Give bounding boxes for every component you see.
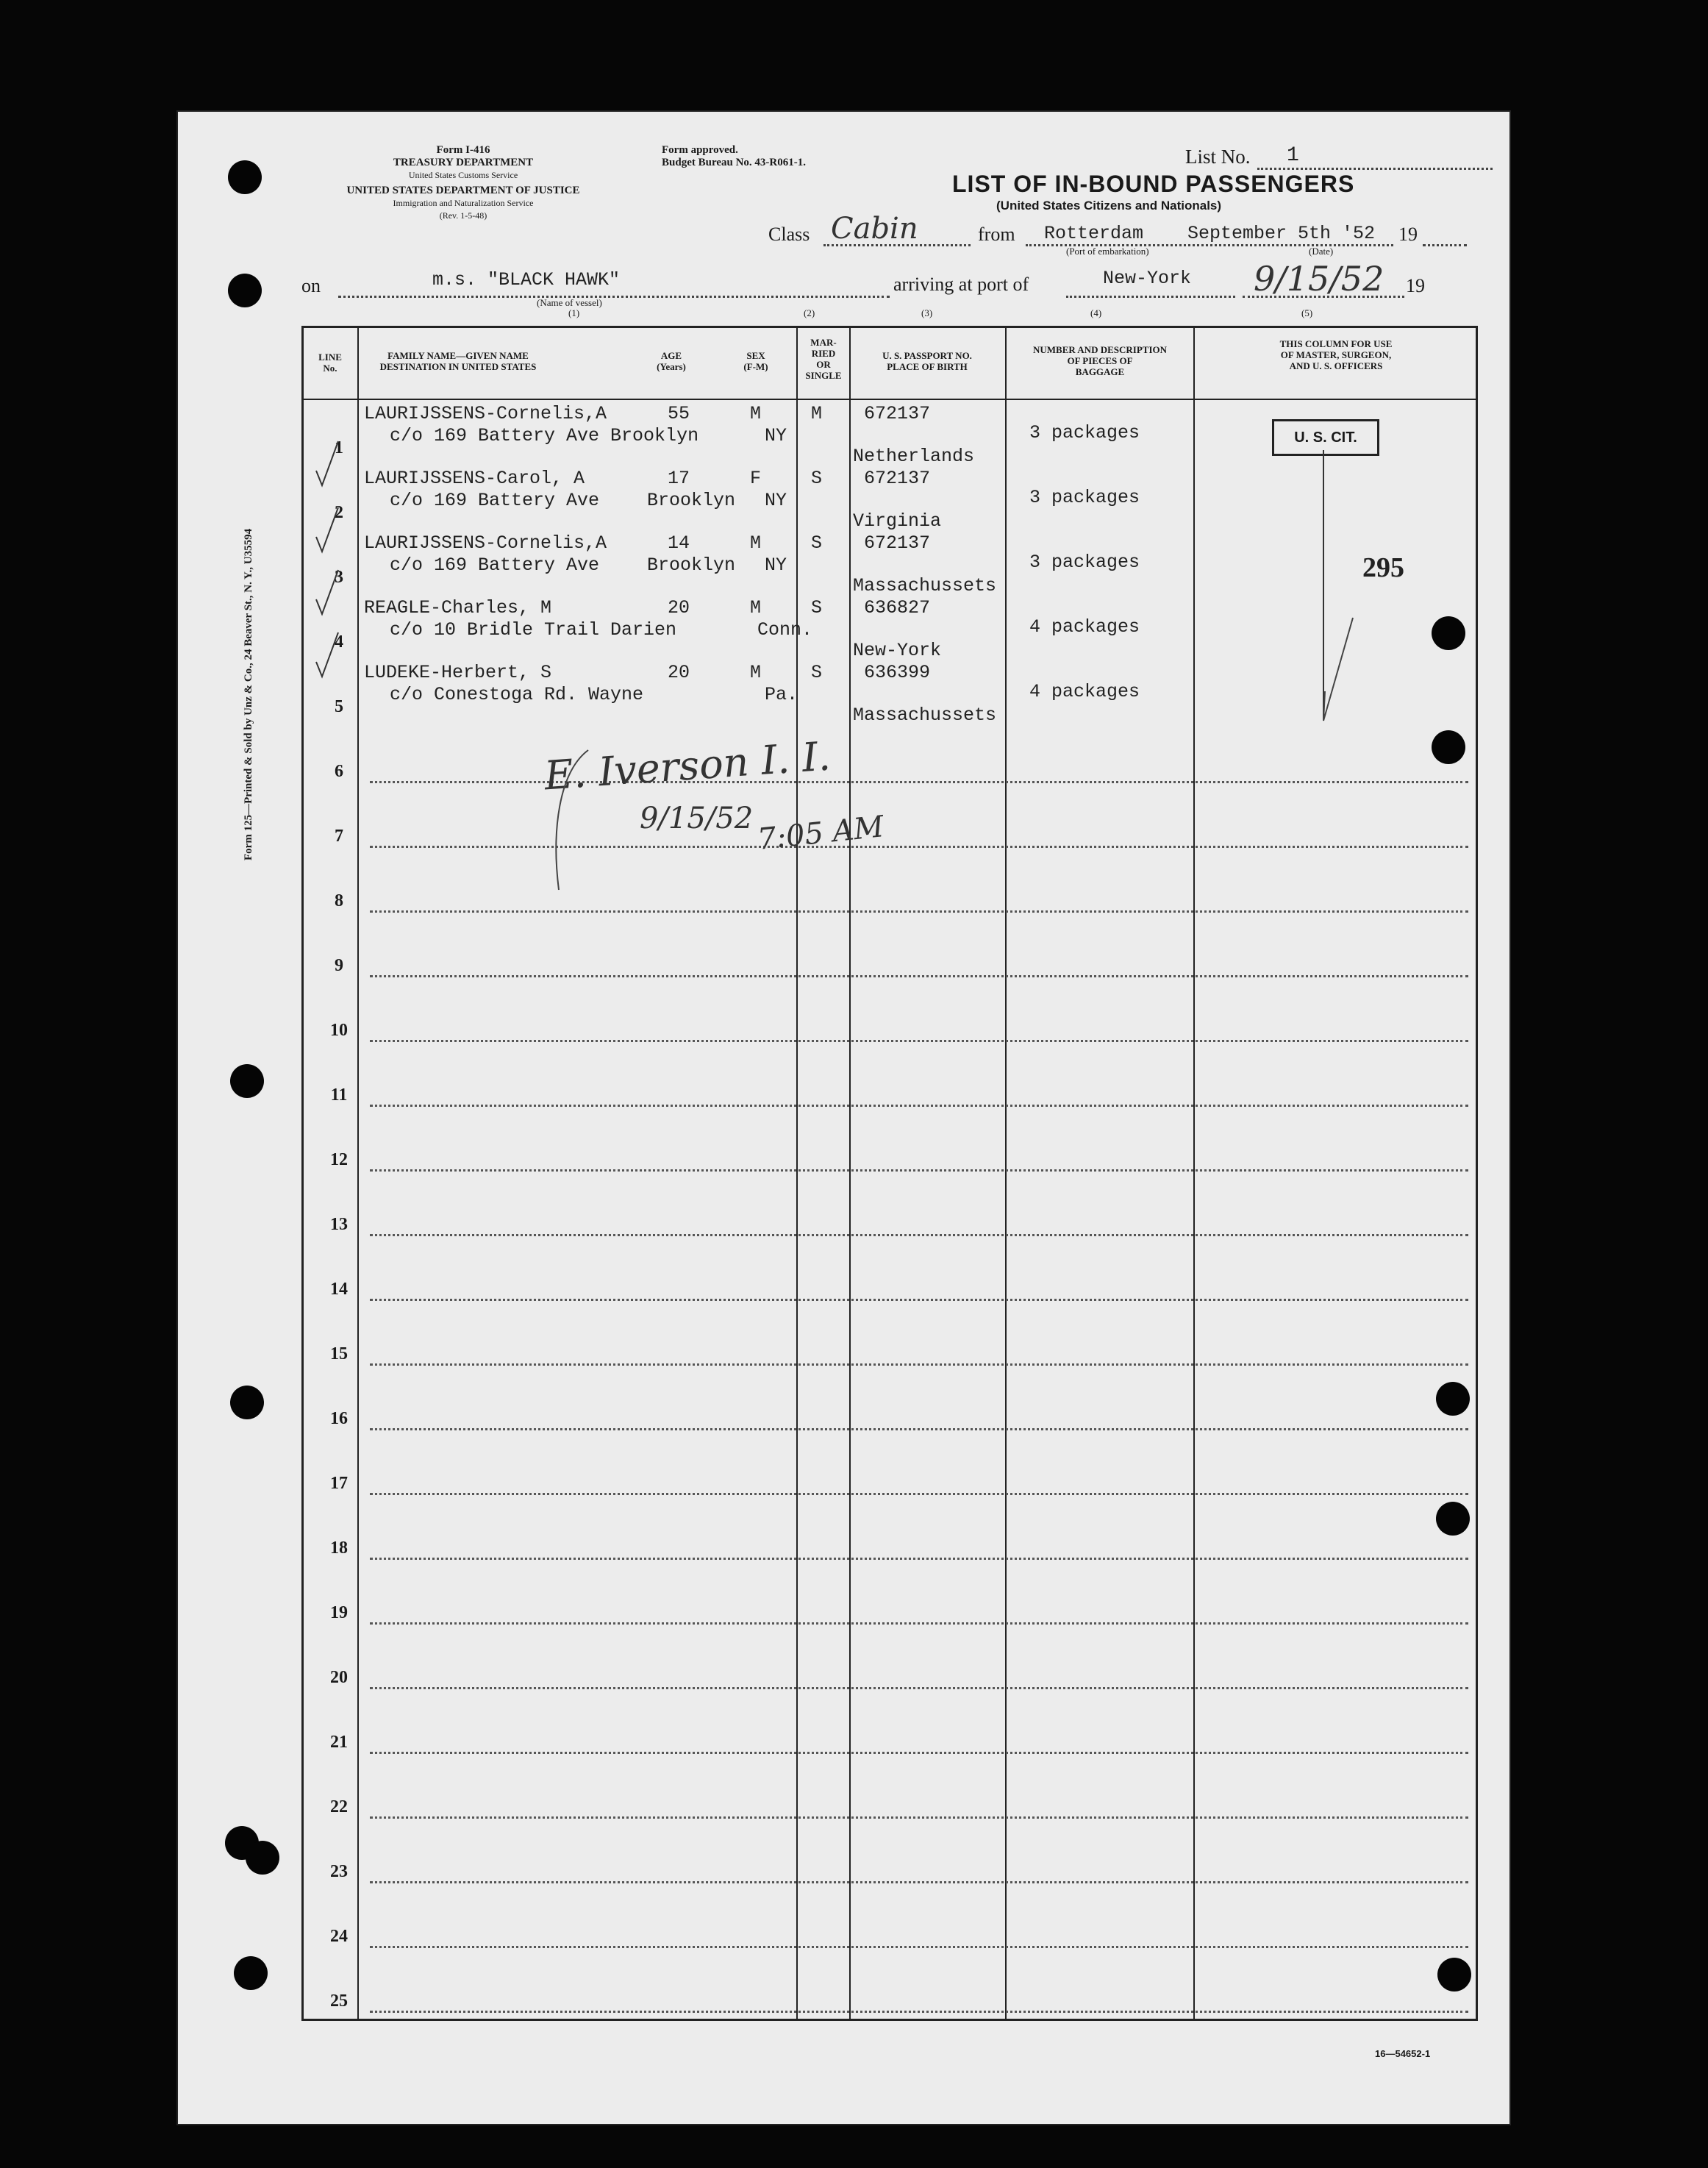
passenger-name: REAGLE-Charles, M bbox=[364, 597, 552, 618]
row-dotted-line bbox=[370, 1687, 1468, 1689]
punch-hole bbox=[230, 1386, 264, 1419]
passenger-baggage: 3 packages bbox=[1029, 487, 1140, 508]
line-number: 9 bbox=[335, 956, 343, 975]
line-number: 12 bbox=[330, 1150, 348, 1169]
punch-hole bbox=[230, 1064, 264, 1098]
caption-4: (4) bbox=[1090, 307, 1102, 318]
passenger-passport: 636399 bbox=[864, 662, 931, 683]
budget-bureau: Budget Bureau No. 43-R061-1. bbox=[662, 157, 806, 168]
approval bbox=[662, 144, 806, 169]
line-number: 15 bbox=[330, 1344, 348, 1363]
passenger-destination: c/o 169 Battery Ave bbox=[390, 555, 600, 576]
passenger-age: 55 bbox=[668, 403, 690, 424]
printer-side-text: Form 125—Printed & Sold by Unz & Co., 24 Beaver St., N. Y., U35594 bbox=[243, 528, 254, 860]
arrival-date: 9/15/52 bbox=[1254, 259, 1384, 299]
passenger-baggage: 3 packages bbox=[1029, 422, 1140, 443]
line-number: 25 bbox=[330, 1992, 348, 2011]
page-subtitle: (United States Citizens and Nationals) bbox=[996, 199, 1222, 213]
punch-hole bbox=[234, 1956, 268, 1990]
line-number: 7 bbox=[335, 827, 343, 846]
year-line bbox=[1423, 244, 1467, 246]
passenger-marital: M bbox=[811, 403, 823, 424]
row-dotted-line bbox=[370, 1558, 1468, 1560]
on-label: on bbox=[301, 275, 321, 296]
from-label: from bbox=[978, 224, 1015, 245]
passenger-birthplace: Massachussets bbox=[853, 705, 997, 726]
passenger-birthplace: Netherlands bbox=[853, 446, 975, 467]
row-dotted-line bbox=[370, 781, 1468, 783]
row-dotted-line bbox=[370, 1428, 1468, 1430]
passenger-name: LAURIJSSENS-Carol, A bbox=[364, 468, 585, 489]
officer-check-mark bbox=[1309, 449, 1368, 728]
passenger-birthplace: Massachussets bbox=[853, 575, 997, 596]
passenger-passport: 672137 bbox=[864, 468, 931, 489]
class-value: Cabin bbox=[831, 212, 918, 246]
passenger-marital: S bbox=[811, 662, 823, 683]
passenger-destination: c/o 10 Bridle Trail Darien bbox=[390, 619, 677, 641]
passenger-state: Pa. bbox=[765, 684, 798, 705]
year-suffix: 19 bbox=[1398, 224, 1418, 245]
punch-hole bbox=[228, 274, 262, 307]
officer-number: 295 bbox=[1362, 552, 1404, 583]
line-number: 24 bbox=[330, 1927, 348, 1946]
ins: Immigration and Naturalization Service bbox=[393, 198, 534, 208]
line-number: 6 bbox=[335, 762, 343, 781]
revision: (Rev. 1-5-48) bbox=[439, 210, 487, 221]
us-citizen-stamp: U. S. CIT. bbox=[1272, 419, 1379, 456]
passenger-passport: 672137 bbox=[864, 403, 931, 424]
line-number: 18 bbox=[330, 1538, 348, 1558]
line-number: 8 bbox=[335, 891, 343, 910]
line-number: 5 bbox=[335, 697, 343, 716]
row-dotted-line bbox=[370, 1946, 1468, 1948]
form-header bbox=[294, 144, 632, 222]
caption-1: (1) bbox=[568, 307, 580, 318]
row-dotted-line bbox=[370, 910, 1468, 913]
passenger-passport: 636827 bbox=[864, 597, 931, 618]
arriving-label: arriving at port of bbox=[893, 274, 1029, 295]
col-baggage: NUMBER AND DESCRIPTION OF PIECES OF BAGGAGE bbox=[1032, 344, 1168, 377]
date-caption: (Date) bbox=[1309, 246, 1334, 257]
passenger-birthplace: New-York bbox=[853, 640, 942, 661]
passenger-state: NY bbox=[765, 490, 787, 511]
passenger-city: Brooklyn bbox=[647, 490, 736, 511]
col-married: MAR- RIED OR SINGLE bbox=[805, 337, 842, 381]
doj: UNITED STATES DEPARTMENT OF JUSTICE bbox=[346, 185, 580, 196]
caption-5: (5) bbox=[1301, 307, 1313, 318]
page-title: LIST OF IN-BOUND PASSENGERS bbox=[952, 171, 1355, 197]
punch-hole bbox=[246, 1841, 279, 1875]
row-dotted-line bbox=[370, 846, 1468, 848]
punch-hole bbox=[228, 160, 262, 194]
row-dotted-line bbox=[370, 1493, 1468, 1495]
row-dotted-line bbox=[370, 2011, 1468, 2013]
port-of-embarkation: Rotterdam bbox=[1044, 223, 1144, 244]
line-number: 21 bbox=[330, 1733, 348, 1752]
passenger-baggage: 3 packages bbox=[1029, 552, 1140, 573]
passenger-passport: 672137 bbox=[864, 532, 931, 554]
line-number: 13 bbox=[330, 1215, 348, 1234]
caption-3: (3) bbox=[921, 307, 933, 318]
row-dotted-line bbox=[370, 1234, 1468, 1236]
line-number: 11 bbox=[330, 1085, 348, 1105]
line-number: 19 bbox=[330, 1603, 348, 1622]
row-dotted-line bbox=[370, 1299, 1468, 1301]
passenger-city: Brooklyn bbox=[647, 555, 736, 576]
passenger-state: NY bbox=[765, 425, 787, 446]
vessel-name: m.s. "BLACK HAWK" bbox=[432, 269, 621, 290]
vessel-line bbox=[338, 296, 890, 298]
row-dotted-line bbox=[370, 1881, 1468, 1883]
passenger-sex: M bbox=[750, 597, 762, 618]
line-number: 10 bbox=[330, 1021, 348, 1040]
line-number: 23 bbox=[330, 1862, 348, 1881]
row-dotted-line bbox=[370, 1622, 1468, 1625]
passenger-destination: c/o 169 Battery Ave Brooklyn bbox=[390, 425, 699, 446]
row-dotted-line bbox=[370, 1363, 1468, 1366]
class-label: Class bbox=[768, 224, 810, 245]
signature-flourish bbox=[544, 743, 632, 905]
arrival-port-line bbox=[1066, 296, 1235, 298]
arrival-year: 19 bbox=[1406, 275, 1425, 296]
passenger-name: LAURIJSSENS-Cornelis,A bbox=[364, 532, 607, 554]
passenger-baggage: 4 packages bbox=[1029, 616, 1140, 638]
passenger-age: 14 bbox=[668, 532, 690, 554]
embarkation-date: September 5th '52 bbox=[1187, 223, 1376, 244]
line-number: 20 bbox=[330, 1668, 348, 1687]
arrival-port: New-York bbox=[1103, 268, 1192, 289]
passenger-marital: S bbox=[811, 597, 823, 618]
footer-code: 16—54652-1 bbox=[1375, 2048, 1431, 2059]
line-number: 17 bbox=[330, 1474, 348, 1493]
passenger-birthplace: Virginia bbox=[853, 510, 942, 532]
list-number: 1 bbox=[1287, 144, 1299, 167]
inspector-signature: E. Iverson I. I. bbox=[543, 732, 832, 799]
form-approved: Form approved. bbox=[662, 144, 738, 156]
line-number: 14 bbox=[330, 1280, 348, 1299]
col-passport: U. S. PASSPORT NO. PLACE OF BIRTH bbox=[882, 350, 972, 372]
signature-date: 9/15/52 bbox=[640, 802, 754, 835]
passenger-sex: M bbox=[750, 403, 762, 424]
passenger-age: 20 bbox=[668, 597, 690, 618]
row-dotted-line bbox=[370, 1169, 1468, 1172]
passenger-state: NY bbox=[765, 555, 787, 576]
vessel-caption: (Name of vessel) bbox=[537, 297, 602, 308]
passenger-sex: M bbox=[750, 662, 762, 683]
line-number: 1 bbox=[335, 438, 343, 457]
passenger-destination: c/o Conestoga Rd. Wayne bbox=[390, 684, 644, 705]
passenger-marital: S bbox=[811, 532, 823, 554]
col-name: FAMILY NAME—GIVEN NAME DESTINATION IN UNITED STATES bbox=[379, 350, 537, 372]
passenger-state: Conn. bbox=[757, 619, 813, 641]
margin-check-marks bbox=[309, 434, 353, 713]
passenger-age: 20 bbox=[668, 662, 690, 683]
line-number: 22 bbox=[330, 1797, 348, 1816]
passenger-sex: F bbox=[750, 468, 762, 489]
col-age: AGE (Years) bbox=[657, 350, 686, 372]
line-number: 16 bbox=[330, 1409, 348, 1428]
passenger-name: LUDEKE-Herbert, S bbox=[364, 662, 552, 683]
col-officers: THIS COLUMN FOR USE OF MASTER, SURGEON, AND U. S. OFFICERS bbox=[1279, 338, 1393, 371]
passenger-name: LAURIJSSENS-Cornelis,A bbox=[364, 403, 607, 424]
row-dotted-line bbox=[370, 1816, 1468, 1819]
line-number: 3 bbox=[335, 568, 343, 587]
caption-2: (2) bbox=[804, 307, 815, 318]
col-sex: SEX (F-M) bbox=[743, 350, 768, 372]
passenger-baggage: 4 packages bbox=[1029, 681, 1140, 702]
passenger-sex: M bbox=[750, 532, 762, 554]
list-number-label: List No. bbox=[1185, 146, 1251, 168]
row-dotted-line bbox=[370, 975, 1468, 977]
passenger-marital: S bbox=[811, 468, 823, 489]
row-dotted-line bbox=[370, 1752, 1468, 1754]
passenger-age: 17 bbox=[668, 468, 690, 489]
form-number: Form I-416 bbox=[436, 144, 490, 156]
signature-time: 7:05 AM bbox=[756, 810, 886, 857]
line-number: 4 bbox=[335, 632, 343, 652]
row-dotted-line bbox=[370, 1040, 1468, 1042]
port-caption: (Port of embarkation) bbox=[1066, 246, 1149, 257]
col-line-no: LINE No. bbox=[318, 352, 342, 374]
row-dotted-line bbox=[370, 1105, 1468, 1107]
customs-service: United States Customs Service bbox=[408, 170, 518, 180]
list-number-line bbox=[1257, 168, 1493, 170]
line-number: 2 bbox=[335, 503, 343, 522]
department: TREASURY DEPARTMENT bbox=[393, 157, 534, 168]
passenger-destination: c/o 169 Battery Ave bbox=[390, 490, 600, 511]
